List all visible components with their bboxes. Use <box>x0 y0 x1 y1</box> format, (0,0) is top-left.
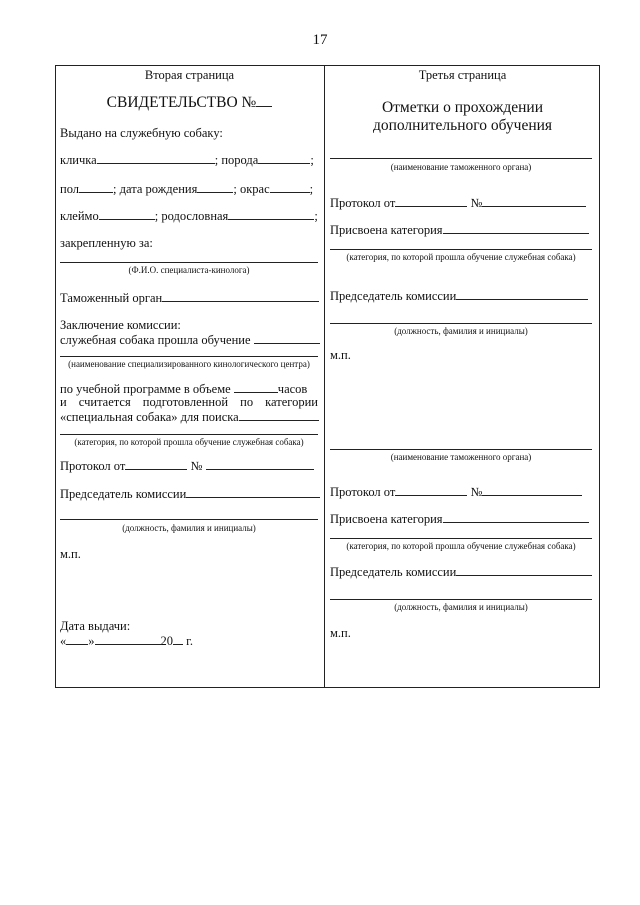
right-heading: Третья страница <box>418 68 507 82</box>
search-field[interactable] <box>239 409 319 421</box>
certificate-number-blank <box>256 95 272 107</box>
right-chairman-line-2 <box>330 564 592 580</box>
cynologist-line[interactable] <box>60 262 318 263</box>
brand-field[interactable] <box>99 208 155 220</box>
semicolon: ; <box>314 209 318 223</box>
hours-label: часов <box>277 382 308 396</box>
right-category-rule-1[interactable] <box>330 249 592 250</box>
protocol-date-field[interactable] <box>395 484 467 496</box>
protocol-label: Протокол от <box>330 196 396 210</box>
year-prefix: 20 <box>160 634 173 648</box>
additional-training-title-2: дополнительного обучения <box>372 117 553 134</box>
right-position-caption-1: (должность, фамилия и инициалы) <box>394 326 528 336</box>
chairman-label: Председатель комиссии <box>60 487 187 501</box>
sex-label: пол <box>60 182 80 196</box>
color-label: ; окрас <box>233 182 270 196</box>
program-volume-label: по учебной программе в объеме <box>60 382 231 396</box>
protocol-date-field[interactable] <box>125 458 187 470</box>
special-dog-label: «специальная собака» для поиска <box>60 410 239 424</box>
category-label: Присвоена категория <box>330 223 443 237</box>
column-divider <box>324 65 325 688</box>
pedigree-label: ; родословная <box>154 209 229 223</box>
right-protocol-line-2 <box>330 484 582 500</box>
right-category-line-1 <box>330 222 589 238</box>
right-category-line-2 <box>330 511 589 527</box>
issue-date-label: Дата выдачи: <box>60 619 131 633</box>
pedigree-field[interactable] <box>228 208 314 220</box>
left-category-line[interactable] <box>60 434 318 435</box>
training-line <box>60 332 320 348</box>
chairman-field[interactable] <box>186 486 320 498</box>
customs-body-line <box>60 290 319 306</box>
right-position-line-1[interactable] <box>330 323 592 324</box>
right-stamp-2: м.п. <box>330 626 351 640</box>
training-center-line[interactable] <box>60 356 318 357</box>
right-category-caption-1: (категория, по которой прошла обучение служебная собака) <box>346 252 576 262</box>
right-position-line-2[interactable] <box>330 599 592 600</box>
right-protocol-line-1 <box>330 195 586 211</box>
right-category-rule-2[interactable] <box>330 538 592 539</box>
birth-date-field[interactable] <box>197 181 233 193</box>
program-category-line: и считается подготовленной по категории <box>60 395 318 409</box>
certificate-title-text: СВИДЕТЕЛЬСТВО № <box>106 94 257 111</box>
left-protocol-line <box>60 458 314 474</box>
protocol-label: Протокол от <box>60 459 126 473</box>
sex-birth-color-line <box>60 181 313 197</box>
right-position-caption-2: (должность, фамилия и инициалы) <box>394 602 528 612</box>
category-field[interactable] <box>443 511 589 523</box>
right-customs-line-1[interactable] <box>330 158 592 159</box>
right-stamp-1: м.п. <box>330 348 351 362</box>
issue-year-field[interactable] <box>173 633 183 645</box>
sex-field[interactable] <box>79 181 113 193</box>
chairman-label: Председатель комиссии <box>330 289 457 303</box>
certificate-title <box>55 94 324 112</box>
category-label: Присвоена категория <box>330 512 443 526</box>
number-sign: № <box>190 459 203 473</box>
left-position-line[interactable] <box>60 519 318 520</box>
number-sign: № <box>470 196 483 210</box>
cynologist-caption: (Ф.И.О. специалиста-кинолога) <box>128 265 250 275</box>
right-customs-caption-1: (наименование таможенного органа) <box>390 162 532 172</box>
chairman-field[interactable] <box>456 564 592 576</box>
birth-date-label: ; дата рождения <box>113 182 198 196</box>
nickname-breed-line <box>60 152 314 168</box>
commission-conclusion-label: Заключение комиссии: <box>60 318 181 332</box>
protocol-date-field[interactable] <box>395 195 467 207</box>
protocol-number-field[interactable] <box>482 195 586 207</box>
issue-month-field[interactable] <box>95 633 161 645</box>
training-field[interactable] <box>254 332 320 344</box>
chairman-field[interactable] <box>456 288 588 300</box>
category-field[interactable] <box>443 222 589 234</box>
nickname-field[interactable] <box>97 152 215 164</box>
protocol-label: Протокол от <box>330 485 396 499</box>
semicolon: ; <box>310 153 314 167</box>
right-chairman-line-1 <box>330 288 588 304</box>
customs-body-label: Таможенный орган <box>60 291 163 305</box>
training-passed-label: служебная собака прошла обучение <box>60 333 251 347</box>
breed-field[interactable] <box>258 152 310 164</box>
right-customs-line-2[interactable] <box>330 449 592 450</box>
training-center-caption: (наименование специализированного кинологического центра) <box>68 359 310 369</box>
number-sign: № <box>470 485 483 499</box>
chairman-label: Председатель комиссии <box>330 565 457 579</box>
protocol-number-field[interactable] <box>206 458 314 470</box>
left-heading: Вторая страница <box>144 68 235 82</box>
assigned-to-label: закрепленную за: <box>60 236 153 250</box>
right-customs-caption-2: (наименование таможенного органа) <box>390 452 532 462</box>
year-suffix: г. <box>186 634 193 648</box>
customs-body-field[interactable] <box>162 290 319 302</box>
close-quote: » <box>88 634 95 648</box>
issue-date-line <box>60 633 193 649</box>
additional-training-title-1: Отметки о прохождении <box>381 99 544 116</box>
page-number: 17 <box>312 32 328 48</box>
open-quote: « <box>60 634 67 648</box>
nickname-label: кличка <box>60 153 97 167</box>
semicolon: ; <box>309 182 314 196</box>
left-stamp: м.п. <box>60 547 81 561</box>
special-dog-line <box>60 409 319 425</box>
left-position-caption: (должность, фамилия и инициалы) <box>122 523 256 533</box>
left-category-caption: (категория, по которой прошла обучение служебная собака) <box>74 437 304 447</box>
breed-label: ; порода <box>214 153 259 167</box>
program-hours-field[interactable] <box>234 381 278 393</box>
left-chairman-line <box>60 486 320 502</box>
brand-label: клеймо <box>60 209 99 223</box>
color-field[interactable] <box>270 181 310 193</box>
issued-to-label: Выдано на служебную собаку: <box>60 126 223 140</box>
right-category-caption-2: (категория, по которой прошла обучение служебная собака) <box>346 541 576 551</box>
brand-pedigree-line <box>60 208 318 224</box>
protocol-number-field[interactable] <box>482 484 582 496</box>
issue-day-field[interactable] <box>66 633 88 645</box>
